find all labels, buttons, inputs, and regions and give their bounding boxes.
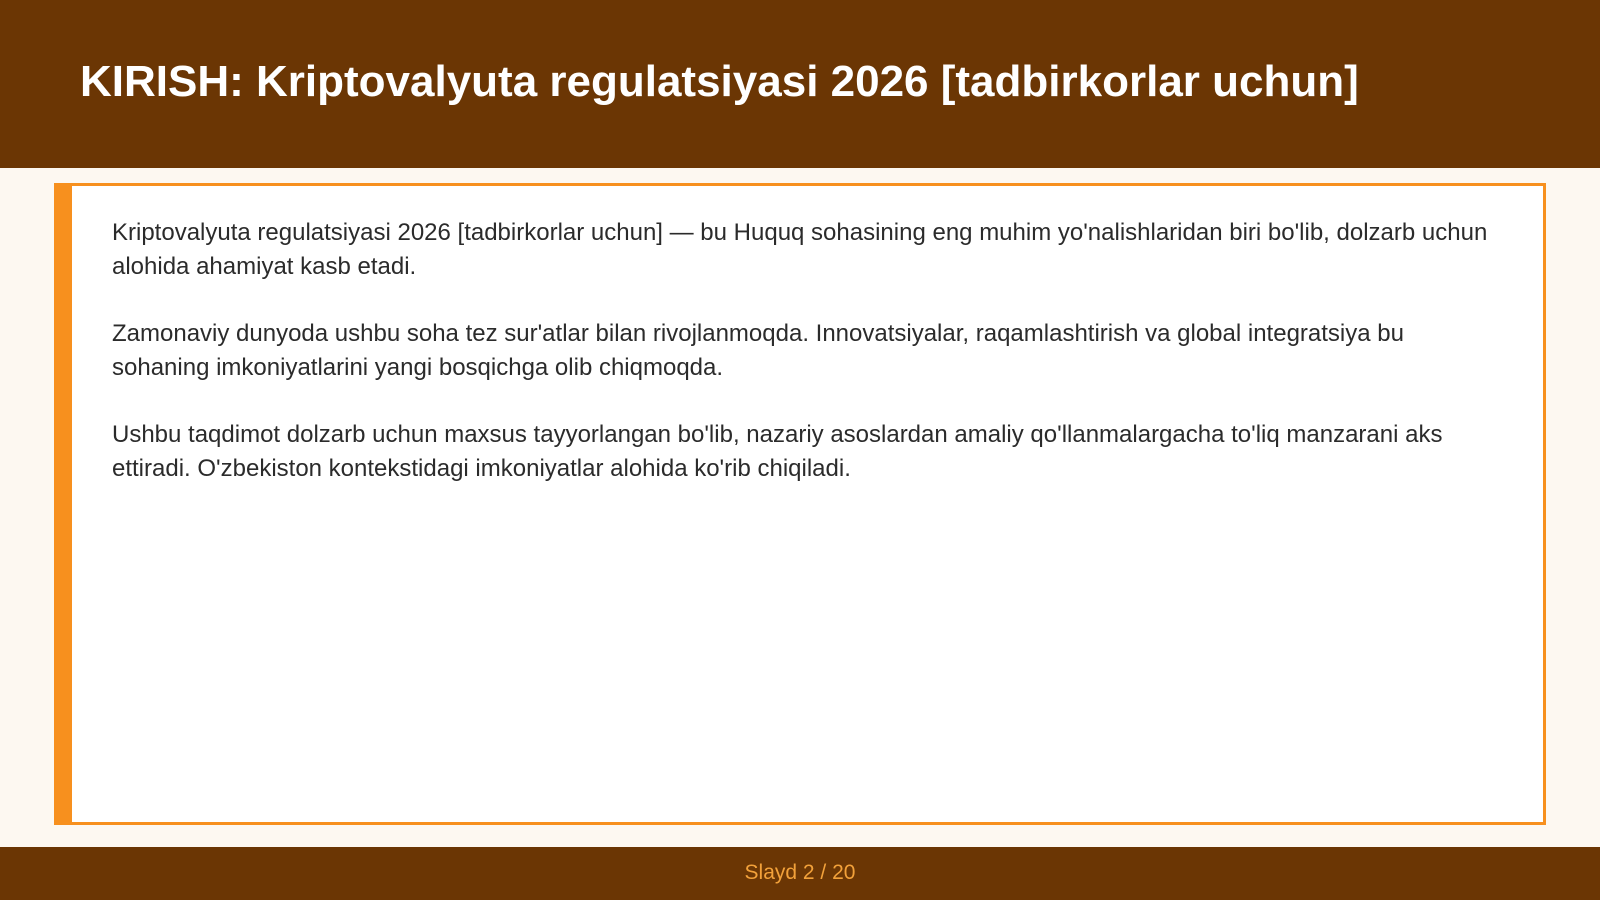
content-panel xyxy=(54,183,1546,825)
content-text xyxy=(112,216,1492,519)
slide-header xyxy=(0,0,1600,168)
intro-paragraph: Kriptovalyuta regulatsiyasi 2026 [tadbirkorlar uchun] — bu Huquq sohasining eng muhim yo'nalishlaridan biri bo'lib, dolzarb uchun alohida ahamiyat kasb etadi. xyxy=(112,219,1488,280)
development-paragraph: Zamonaviy dunyoda ushbu soha tez sur'atlar bilan rivojlanmoqda. Innovatsiyalar, raqamlashtirish va global integratsiya bu sohaning imkoniyatlarini yangi bosqichga olib chiqmoqda. xyxy=(112,320,1404,381)
presentation-paragraph: Ushbu taqdimot dolzarb uchun maxsus tayyorlangan bo'lib, nazariy asoslardan amaliy qo'llanmalargacha to'liq manzarani aks ettiradi. O'zbekiston kontekstidagi imkoniyatlar alohida ko'rib chiqiladi. xyxy=(112,421,1443,482)
slide-footer xyxy=(0,847,1600,900)
slide-counter: Slayd 2 / 20 xyxy=(744,861,856,884)
slide-title: KIRISH: Kriptovalyuta regulatsiyasi 2026 [tadbirkorlar uchun] xyxy=(80,57,1359,106)
